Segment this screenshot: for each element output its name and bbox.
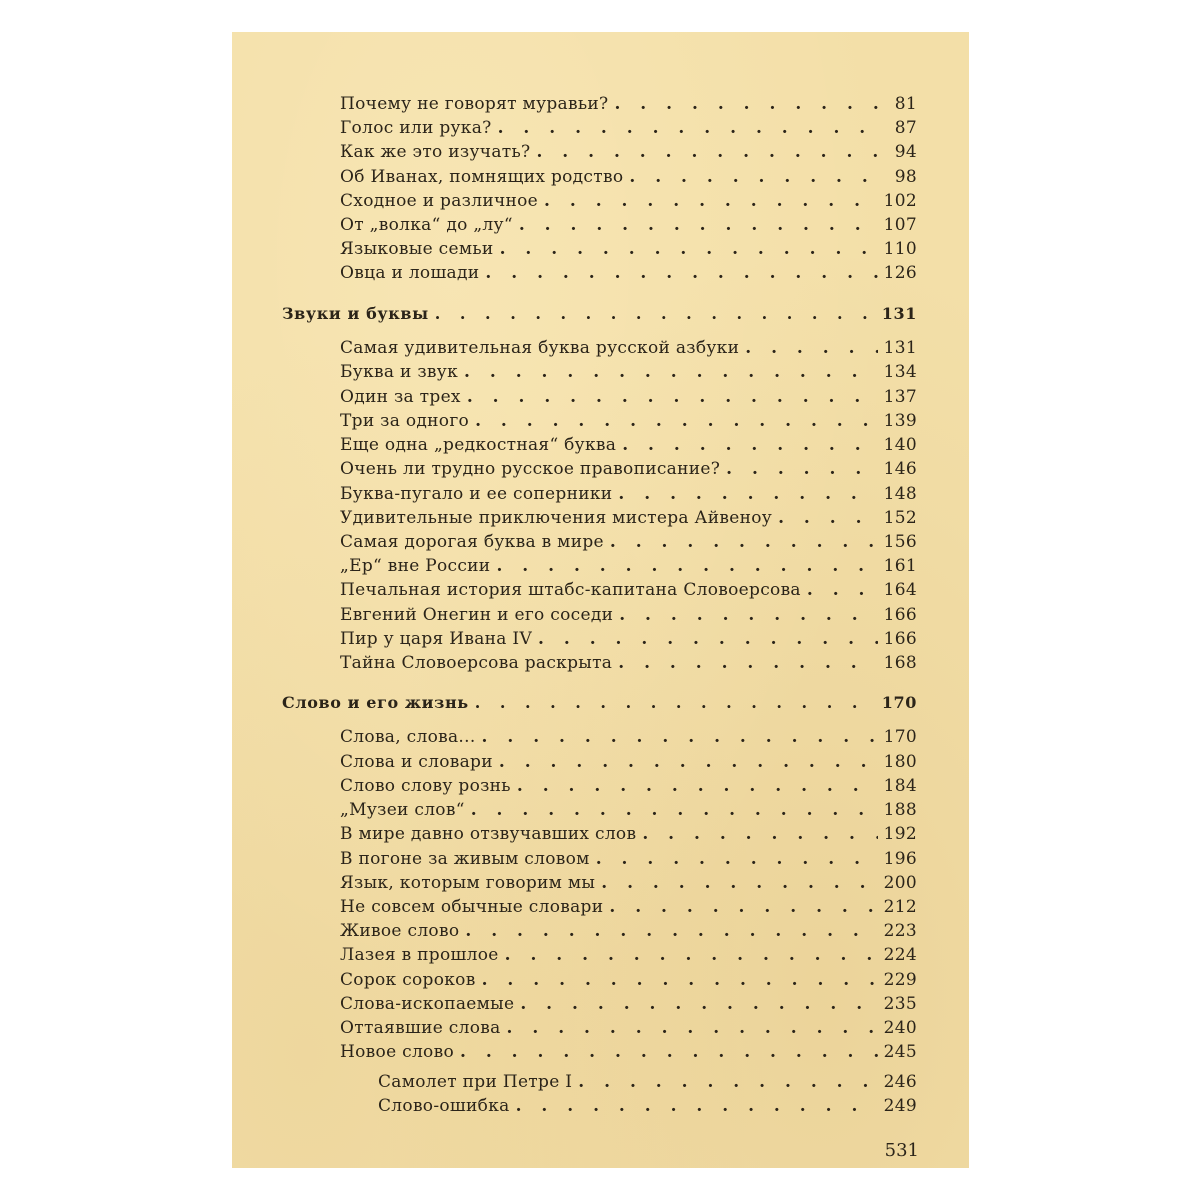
toc-entry (340, 457, 917, 481)
book-page (232, 32, 969, 1168)
toc-entry-title: Очень ли трудно русское правописание? (340, 459, 721, 479)
toc-entry (340, 189, 917, 213)
page-number: 531 (884, 1140, 919, 1161)
leader-dots (609, 895, 877, 919)
toc-entry-title: Лазея в прошлое (340, 945, 499, 965)
toc-entry-page: 192 (883, 824, 917, 844)
toc-entry (340, 433, 917, 457)
toc-entry-title: Самая дорогая буква в мире (340, 532, 604, 552)
toc-entry-title: Языковые семьи (340, 239, 494, 259)
toc-entry-page: 249 (883, 1096, 917, 1116)
toc-entry (340, 237, 917, 261)
toc-entry-title: Один за трех (340, 387, 461, 407)
toc-entry-title: В мире давно отзвучавших слов (340, 824, 637, 844)
leader-dots (807, 578, 878, 602)
toc-entry-title: Печальная история штабс-капитана Словоерсова (340, 580, 801, 600)
leader-dots (471, 798, 878, 822)
toc-entry-title: Сорок сороков (340, 970, 476, 990)
toc-entry-page: 137 (883, 387, 917, 407)
leader-dots (622, 433, 877, 457)
toc-entry (340, 116, 917, 140)
leader-dots (482, 968, 878, 992)
section-page: 170 (881, 693, 917, 712)
toc-entry-page: 224 (883, 945, 917, 965)
toc-entry-page: 98 (894, 167, 917, 187)
toc-entry-title: Самая удивительная буква русской азбуки (340, 338, 740, 358)
toc-entry (340, 1016, 917, 1040)
leader-dots (618, 651, 877, 675)
toc-entry-page: 245 (883, 1042, 917, 1062)
leader-dots (601, 871, 877, 895)
toc-entry-page: 148 (883, 484, 917, 504)
toc-entry-title: „Музеи слов“ (340, 800, 465, 820)
toc-entry-page: 140 (883, 435, 917, 455)
toc-entry-title: Язык, которым говорим мы (340, 873, 596, 893)
leader-dots (544, 189, 878, 213)
toc-entry-title: Не совсем обычные словари (340, 897, 604, 917)
toc-entry-title: Слова-ископаемые (340, 994, 515, 1014)
leader-dots (614, 92, 881, 116)
toc-entry-page: 166 (883, 629, 917, 649)
leader-dots (460, 1040, 878, 1064)
leader-dots (578, 1070, 877, 1094)
leader-dots (507, 1016, 878, 1040)
toc-entry-page: 180 (883, 752, 917, 772)
toc-entry-page: 164 (883, 580, 917, 600)
toc-entry-page: 152 (883, 508, 917, 528)
toc-entry-page: 134 (883, 362, 917, 382)
toc-entry-title: Слова, слова... (340, 727, 476, 747)
leader-dots (500, 237, 878, 261)
leader-dots (435, 302, 876, 326)
toc-entry-page: 161 (883, 556, 917, 576)
toc-entry-page: 223 (883, 921, 917, 941)
toc-entry (340, 261, 917, 285)
toc-entry (340, 603, 917, 627)
leader-dots (496, 554, 877, 578)
toc-entry-page: 87 (894, 118, 917, 138)
leader-dots (610, 530, 878, 554)
toc-entry (340, 627, 917, 651)
toc-entry (340, 92, 917, 116)
toc-entry-page: 246 (883, 1072, 917, 1092)
toc-section-heading (282, 302, 917, 326)
leader-dots (475, 691, 876, 715)
toc-entry (340, 213, 917, 237)
leader-dots (619, 603, 877, 627)
toc-entry-title: „Ер“ вне России (340, 556, 491, 576)
toc-entry-page: 196 (883, 849, 917, 869)
toc-entry (340, 750, 917, 774)
toc-entry-page: 166 (883, 605, 917, 625)
toc-entry (340, 482, 917, 506)
section-title: Звуки и буквы (282, 304, 429, 323)
toc-subentry (378, 1070, 917, 1094)
toc-entry (340, 968, 917, 992)
toc-entry (340, 165, 917, 189)
toc-entry (340, 992, 917, 1016)
toc-entry (340, 530, 917, 554)
toc-entry-title: Слова и словари (340, 752, 493, 772)
toc-entry (340, 140, 917, 164)
toc-entry-page: 170 (883, 727, 917, 747)
toc-entry-title: Живое слово (340, 921, 460, 941)
toc-subentry (378, 1094, 917, 1118)
toc-entry-title: Сходное и различное (340, 191, 539, 211)
toc-entry (340, 554, 917, 578)
leader-dots (465, 919, 877, 943)
toc-entry-title: Тайна Словоерсова раскрыта (340, 653, 613, 673)
toc-entry (340, 409, 917, 433)
toc-entry (340, 774, 917, 798)
toc-entry-title: Буква и звук (340, 362, 459, 382)
toc-entry-page: 146 (883, 459, 917, 479)
leader-dots (629, 165, 881, 189)
toc-entry-page: 110 (883, 239, 917, 259)
leader-dots (516, 1094, 878, 1118)
leader-dots (485, 261, 877, 285)
leader-dots (475, 409, 878, 433)
toc-entry-title: Слово-ошибка (378, 1096, 510, 1116)
toc-entry-title: Удивительные приключения мистера Айвеноу (340, 508, 773, 528)
toc-entry-title: Об Иванах, помнящих родство (340, 167, 624, 187)
leader-dots (520, 992, 877, 1016)
toc-entry-page: 240 (883, 1018, 917, 1038)
toc-entry-page: 188 (883, 800, 917, 820)
toc-entry-title: Новое слово (340, 1042, 454, 1062)
toc-entry (340, 919, 917, 943)
toc-entry-title: Евгений Онегин и его соседи (340, 605, 614, 625)
leader-dots (499, 750, 878, 774)
leader-dots (519, 213, 878, 237)
leader-dots (482, 725, 878, 749)
toc-entry (340, 798, 917, 822)
toc-entry (340, 871, 917, 895)
leader-dots (778, 506, 878, 530)
toc-entry (340, 651, 917, 675)
toc-entry-title: Голос или рука? (340, 118, 492, 138)
toc-entry-page: 184 (883, 776, 917, 796)
toc-entry (340, 895, 917, 919)
toc-entry-page: 107 (883, 215, 917, 235)
toc-entry-title: Оттаявшие слова (340, 1018, 501, 1038)
leader-dots (498, 116, 881, 140)
toc-entry-page: 126 (883, 263, 917, 283)
toc-entry-title: Еще одна „редкостная“ буква (340, 435, 617, 455)
leader-dots (726, 457, 877, 481)
toc-entry (340, 822, 917, 846)
leader-dots (505, 943, 878, 967)
toc-entry (340, 385, 917, 409)
toc-entry-page: 229 (883, 970, 917, 990)
leader-dots (464, 360, 878, 384)
toc-entry-title: Три за одного (340, 411, 470, 431)
toc-entry-title: В погоне за живым словом (340, 849, 590, 869)
leader-dots (517, 774, 878, 798)
toc-entry-title: Почему не говорят муравьи? (340, 94, 609, 114)
toc-entry-title: Самолет при Петре I (378, 1072, 573, 1092)
toc-entry (340, 1040, 917, 1064)
toc-entry (340, 943, 917, 967)
toc-entry-page: 168 (883, 653, 917, 673)
toc-entry-page: 156 (883, 532, 917, 552)
toc-entry (340, 506, 917, 530)
leader-dots (538, 627, 878, 651)
leader-dots (467, 385, 878, 409)
toc-entry-page: 81 (894, 94, 917, 114)
leader-dots (618, 482, 877, 506)
toc-entry-title: От „волка“ до „лу“ (340, 215, 513, 235)
toc-entry (340, 847, 917, 871)
section-page: 131 (881, 304, 917, 323)
section-title: Слово и его жизнь (282, 693, 469, 712)
toc-entry-page: 235 (883, 994, 917, 1014)
leader-dots (596, 847, 878, 871)
leader-dots (536, 140, 881, 164)
toc-entry-page: 212 (883, 897, 917, 917)
toc-entry-title: Как же это изучать? (340, 142, 531, 162)
toc-entry (340, 336, 917, 360)
toc-entry (340, 360, 917, 384)
toc-entry-title: Буква-пугало и ее соперники (340, 484, 613, 504)
toc-entry-title: Слово слову рознь (340, 776, 511, 796)
toc-entry-page: 139 (883, 411, 917, 431)
toc-section-heading (282, 691, 917, 715)
leader-dots (642, 822, 877, 846)
toc-entry-page: 131 (883, 338, 917, 358)
toc-entry-page: 94 (894, 142, 917, 162)
toc-entry-title: Пир у царя Ивана IV (340, 629, 533, 649)
toc-entry-page: 200 (883, 873, 917, 893)
toc-entry (340, 578, 917, 602)
toc-entry-title: Овца и лошади (340, 263, 480, 283)
leader-dots (745, 336, 877, 360)
toc-entry-page: 102 (883, 191, 917, 211)
toc-entry (340, 725, 917, 749)
